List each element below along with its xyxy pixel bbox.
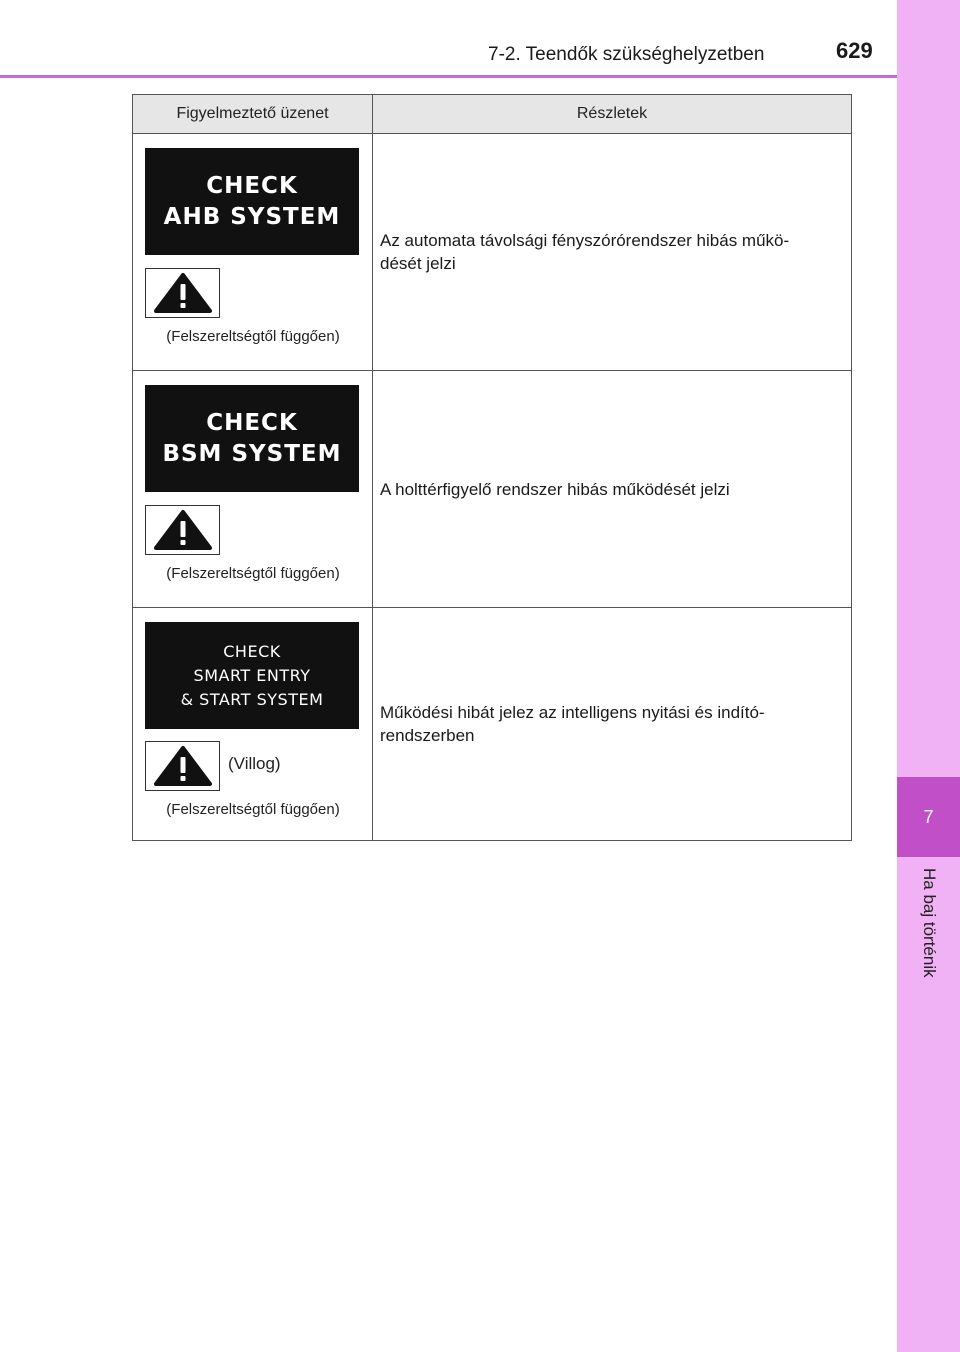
table-header: [133, 95, 851, 134]
equipment-note: (Felszereltségtől függően): [166, 801, 340, 818]
chapter-label-tab: [897, 868, 960, 1068]
screen-line: SMART ENTRY: [193, 665, 311, 685]
warning-messages-table: [132, 94, 852, 841]
display-message-screen: [145, 385, 359, 492]
blinking-note: (Villog): [228, 754, 281, 773]
table-row: [133, 608, 851, 840]
detail-cell: [373, 371, 851, 607]
screen-line: & START SYSTEM: [180, 689, 324, 709]
screen-line: CHECK: [206, 172, 298, 199]
message-cell: [133, 608, 373, 840]
header-rule: [0, 75, 897, 78]
warning-light-box: [145, 268, 220, 318]
chapter-number-tab: [897, 777, 960, 857]
detail-text: A holttérfigyelő rendszer hibás működését jelzi: [380, 479, 730, 499]
screen-line: BSM SYSTEM: [162, 440, 342, 467]
warning-light-box: [145, 505, 220, 555]
section-title: 7-2. Teendők szükséghelyzetben: [488, 44, 765, 65]
screen-line: CHECK: [223, 641, 281, 661]
warning-triangle-icon: [152, 509, 214, 551]
column-header-details: Részletek: [576, 105, 648, 122]
page-number: 629: [836, 38, 873, 63]
detail-cell: [373, 134, 851, 370]
detail-text: Működési hibát jelez az intelligens nyitási és indító- rendszerben: [380, 703, 765, 745]
equipment-note: (Felszereltségtől függően): [166, 565, 340, 582]
chapter-label: Ha baj történik: [920, 868, 939, 978]
column-header-message: Figyelmeztető üzenet: [133, 95, 373, 133]
message-cell: [133, 371, 373, 607]
screen-line: CHECK: [206, 409, 298, 436]
chapter-number: 7: [923, 806, 934, 827]
message-cell: [133, 134, 373, 370]
display-message-screen: [145, 622, 359, 729]
table-row: [133, 371, 851, 608]
detail-cell: [373, 608, 851, 840]
table-row: [133, 134, 851, 371]
warning-triangle-icon: [152, 272, 214, 314]
warning-light-box: [145, 741, 220, 791]
detail-text: Az automata távolsági fényszórórendszer hibás műkö- dését jelzi: [380, 231, 790, 273]
display-message-screen: [145, 148, 359, 255]
screen-line: AHB SYSTEM: [163, 203, 341, 230]
equipment-note: (Felszereltségtől függően): [166, 328, 340, 345]
warning-triangle-icon: [152, 745, 214, 787]
side-tab-strip: [897, 0, 960, 1352]
